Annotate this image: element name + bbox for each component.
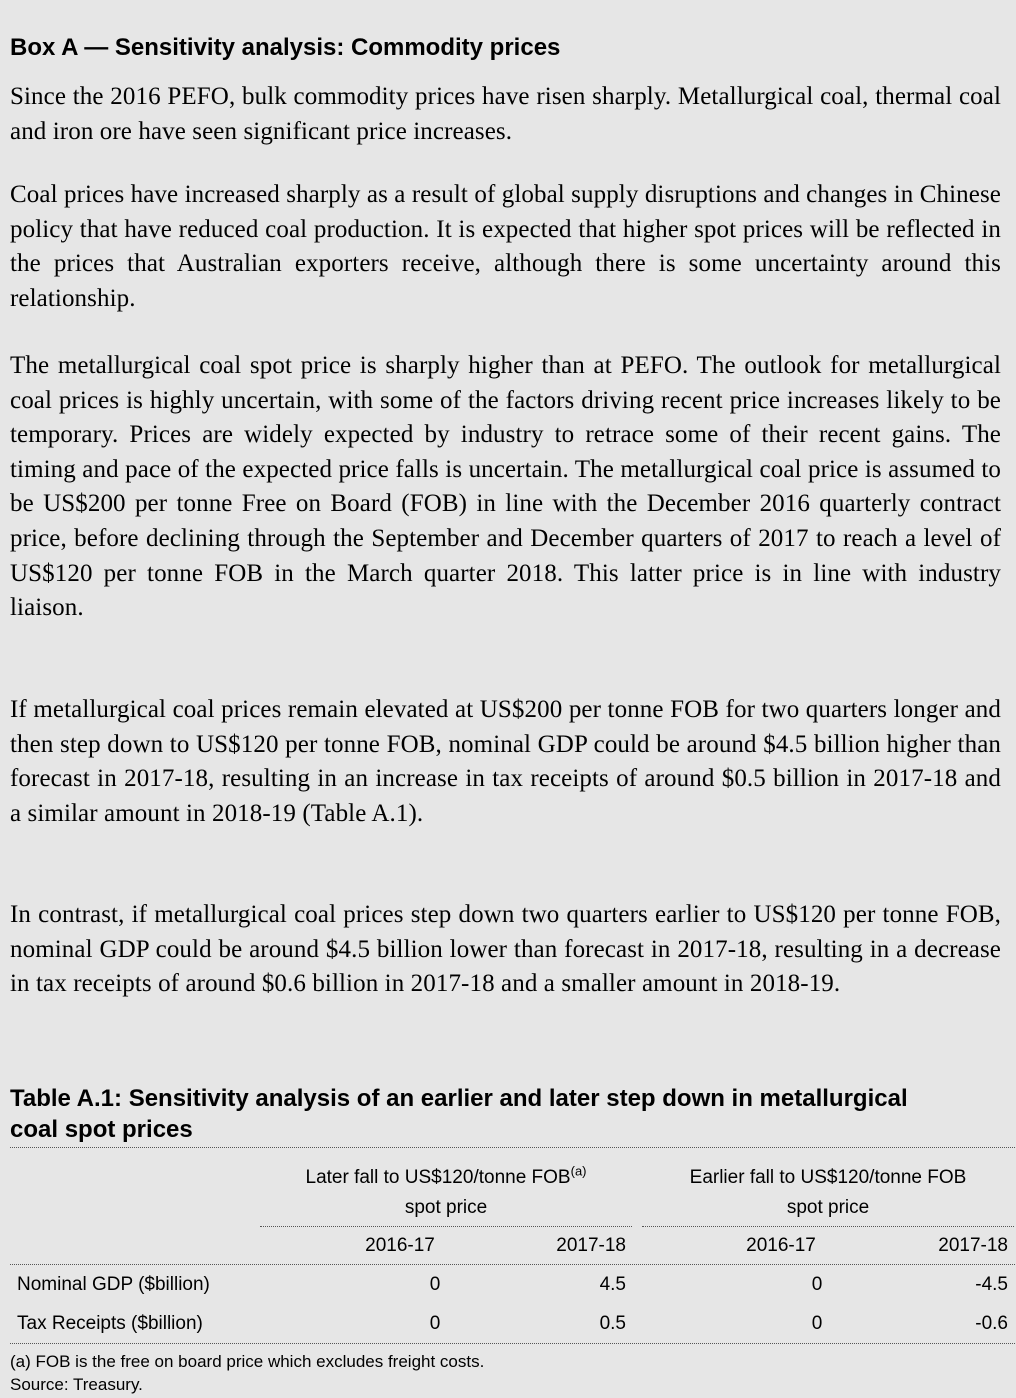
group-rule-later [260,1226,632,1227]
table-footnote: (a) FOB is the free on board price which excludes freight costs. [10,1352,485,1371]
table-top-rule [10,1147,1015,1148]
paragraph-5: In contrast, if metallurgical coal prices step down two quarters earlier to US$120 per tonne FOB, nominal GDP could be around $4.5 billion lower than forecast in 2017-18, resulting in a decrease in tax receipts of around $0.6 billion in 2017-18 and a smaller amount in 2018-19. [10,901,1001,998]
table-cell: 0 [811,1274,823,1295]
column-header: 2016-17 [365,1235,435,1256]
table-cell: -4.5 [975,1274,1008,1295]
footnote-marker: (a) [570,1163,587,1179]
paragraph-3: The metallurgical coal spot price is sharply higher than at PEFO. The outlook for metallurgical coal prices is highly uncertain, with some of the factors driving recent price increases likely to be temporary. Prices are widely expected by industry to retrace some of their recent gains. The timing and pace of the expected price falls is uncertain. The metallurgical coal price is assumed to be US$200 per tonne Free on Board (FOB) in line with the December 2016 quarterly contract price, before declining through the September and December quarters of 2017 to reach a level of US$120 per tonne FOB in the March quarter 2018. This latter price is in line with industry liaison. [10,352,1001,622]
table-title: Table A.1: Sensitivity analysis of an earlier and later step down in metallurgical coal spot prices [10,1085,908,1143]
column-header: 2017-18 [938,1235,1008,1256]
group-header-earlier-line2: spot price [786,1197,870,1218]
paragraph-2: Coal prices have increased sharply as a result of global supply disruptions and changes in Chinese policy that have reduced coal production. It is expected that higher spot prices will be reflected in the prices that Australian exporters receive, although there is some uncertainty around this relationship. [10,181,1001,312]
table-source: Source: Treasury. [10,1375,143,1394]
table-bottom-rule [10,1343,1015,1344]
group-header-earlier-fall [642,1166,1014,1190]
group-header-later-line1: Later fall to US$120/tonne FOB [305,1167,571,1188]
table-cell: 4.5 [599,1274,626,1295]
box-title: Box A — Sensitivity analysis: Commodity prices [10,34,561,61]
column-header: 2016-17 [746,1235,816,1256]
table-cell: 0 [429,1313,441,1334]
group-header-earlier-line1: Earlier fall to US$120/tonne FOB [689,1167,967,1188]
header-bottom-rule [10,1264,1015,1265]
table-cell: 0 [429,1274,441,1295]
group-header-later-fall [260,1163,632,1190]
group-header-later-line2: spot price [404,1197,488,1218]
table-cell: -0.6 [975,1313,1008,1334]
table-cell: 0.5 [599,1313,626,1334]
row-label-tax-receipts: Tax Receipts ($billion) [17,1313,203,1334]
row-label-nominal-gdp: Nominal GDP ($billion) [17,1274,210,1295]
paragraph-4: If metallurgical coal prices remain elevated at US$200 per tonne FOB for two quarters longer and then step down to US$120 per tonne FOB, nominal GDP could be around $4.5 billion higher than forecast in 2017-18, resulting in an increase in tax receipts of around $0.5 billion in 2017-18 and a similar amount in 2018-19 (Table A.1). [10,696,1001,827]
paragraph-1: Since the 2016 PEFO, bulk commodity prices have risen sharply. Metallurgical coal, thermal coal and iron ore have seen significant price increases. [10,83,1001,145]
group-rule-earlier [642,1226,1014,1227]
table-cell: 0 [811,1313,823,1334]
column-header: 2017-18 [556,1235,626,1256]
